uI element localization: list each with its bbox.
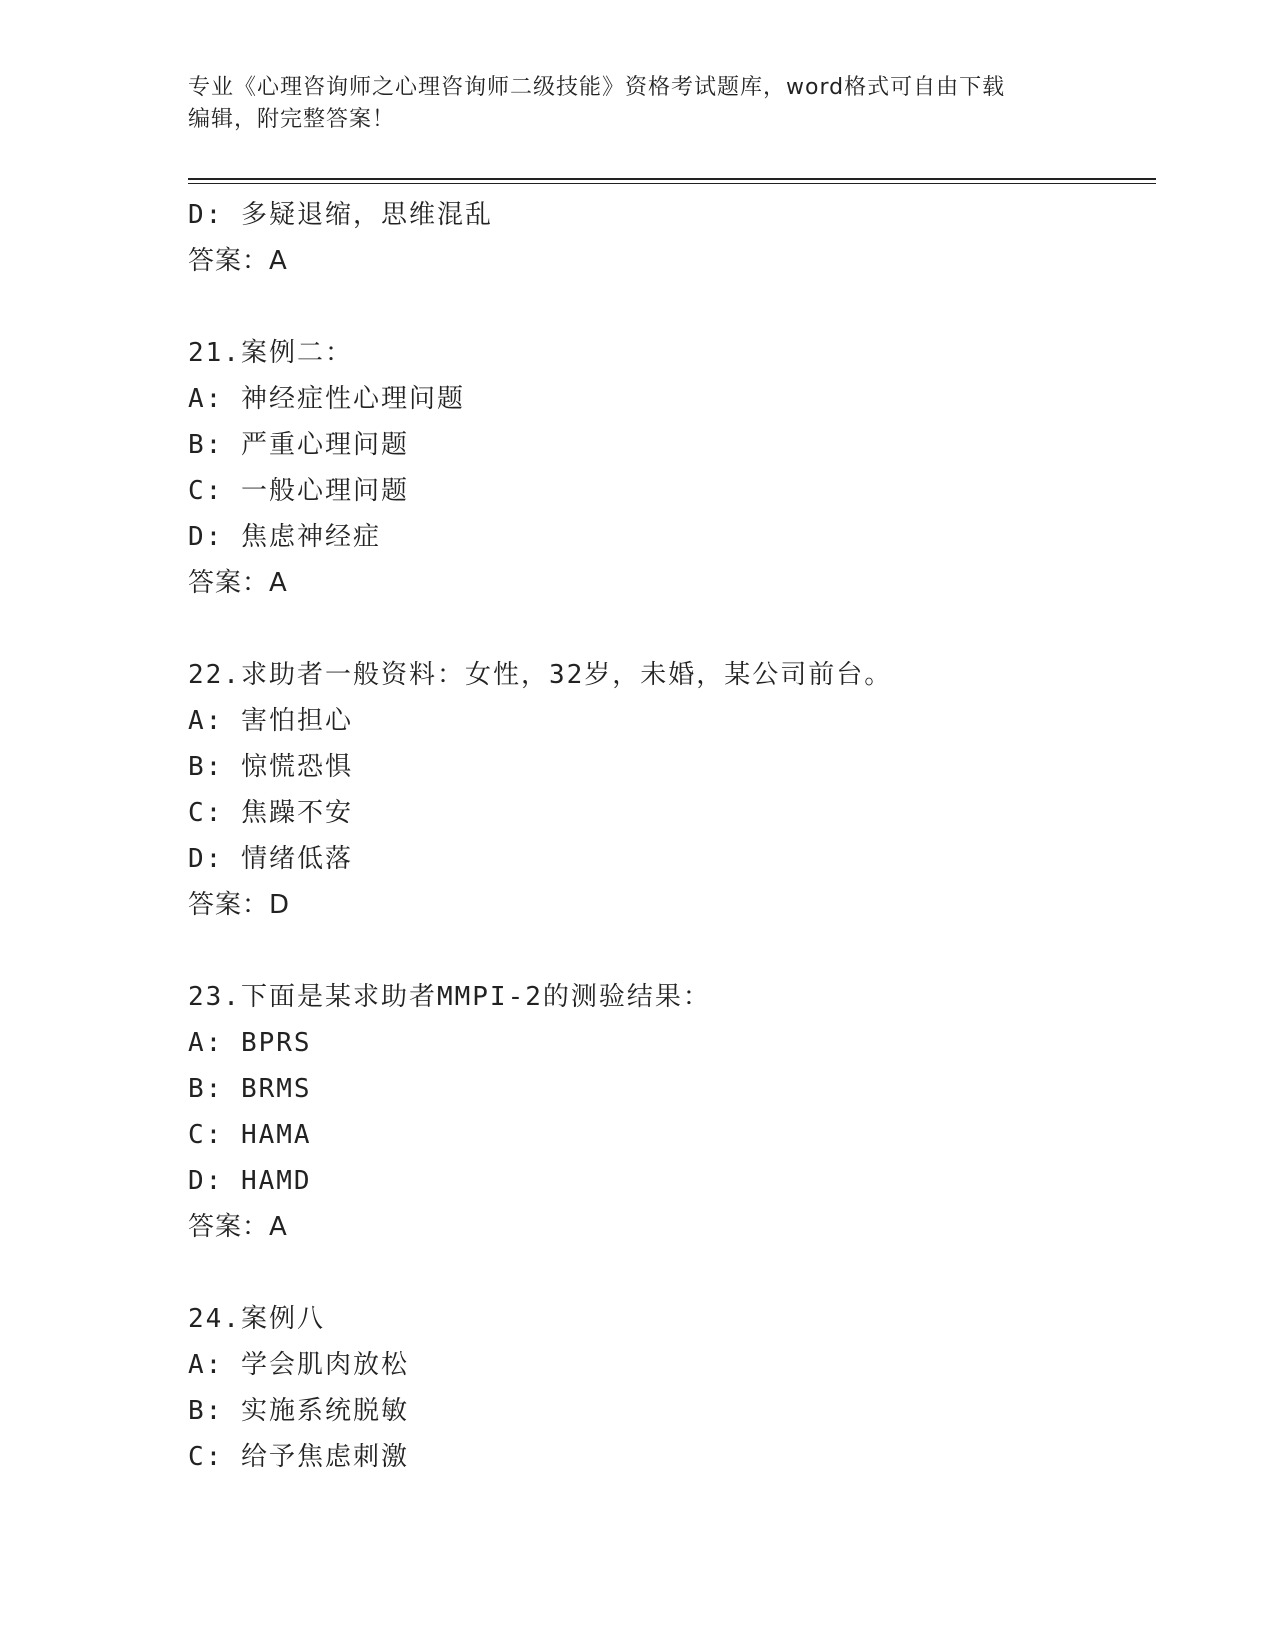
option-b: B: 惊慌恐惧 bbox=[188, 752, 353, 782]
option-c: C: 焦躁不安 bbox=[188, 798, 353, 828]
answer: 答案：D bbox=[188, 890, 291, 920]
option-c: C: 给予焦虑刺激 bbox=[188, 1442, 409, 1472]
option-b: B: 实施系统脱敏 bbox=[188, 1396, 409, 1426]
option-d: D: HAMD bbox=[188, 1166, 312, 1196]
option-c: C: HAMA bbox=[188, 1120, 312, 1150]
option-a: A: BPRS bbox=[188, 1028, 312, 1058]
previous-option-d: D: 多疑退缩，思维混乱 bbox=[188, 200, 493, 230]
spacer bbox=[188, 284, 1148, 330]
document-header bbox=[188, 72, 1088, 136]
question-24 bbox=[188, 1296, 1148, 1480]
question-stem: 22.求助者一般资料：女性，32岁，未婚，某公司前台。 bbox=[188, 660, 893, 690]
previous-answer: 答案：A bbox=[188, 246, 288, 276]
question-stem: 21.案例二： bbox=[188, 338, 353, 368]
question-21 bbox=[188, 330, 1148, 606]
question-list bbox=[188, 192, 1148, 1480]
option-a: A: 害怕担心 bbox=[188, 706, 353, 736]
option-a: A: 学会肌肉放松 bbox=[188, 1350, 409, 1380]
header-line-2: 编辑，附完整答案！ bbox=[188, 107, 396, 132]
question-22 bbox=[188, 652, 1148, 928]
option-b: B: BRMS bbox=[188, 1074, 312, 1104]
header-rule-thin bbox=[188, 183, 1156, 184]
option-d: D: 焦虑神经症 bbox=[188, 522, 381, 552]
option-c: C: 一般心理问题 bbox=[188, 476, 409, 506]
answer: 答案：A bbox=[188, 568, 288, 598]
spacer bbox=[188, 606, 1148, 652]
question-stem: 23.下面是某求助者MMPI-2的测验结果： bbox=[188, 982, 711, 1012]
question-23 bbox=[188, 974, 1148, 1250]
option-b: B: 严重心理问题 bbox=[188, 430, 409, 460]
spacer bbox=[188, 1250, 1148, 1296]
answer: 答案：A bbox=[188, 1212, 288, 1242]
spacer bbox=[188, 928, 1148, 974]
option-d: D: 情绪低落 bbox=[188, 844, 353, 874]
option-a: A: 神经症性心理问题 bbox=[188, 384, 465, 414]
question-stem: 24.案例八 bbox=[188, 1304, 325, 1334]
header-rule-thick bbox=[188, 178, 1156, 180]
header-line-1: 专业《心理咨询师之心理咨询师二级技能》资格考试题库，word格式可自由下载 bbox=[188, 75, 1006, 100]
